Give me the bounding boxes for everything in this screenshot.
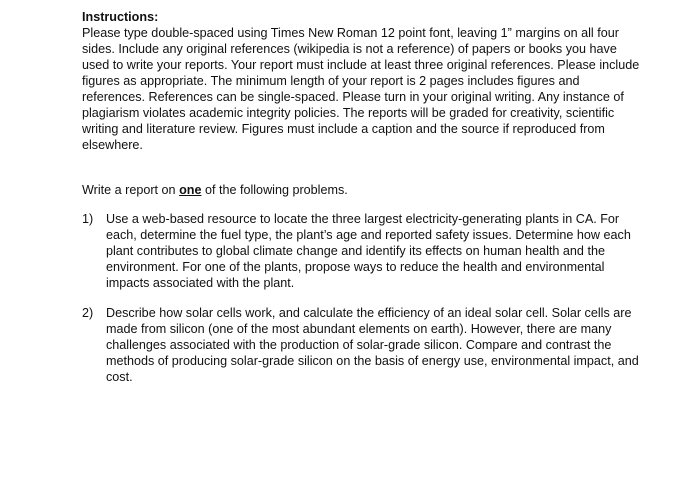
report-prompt <box>82 182 642 198</box>
prompt-emphasis: one <box>179 183 202 197</box>
prompt-text-before: Write a report on <box>82 183 180 197</box>
list-item <box>82 305 642 385</box>
instructions-paragraph: Please type double-spaced using Times New Roman 12 point font, leaving 1” margins on all four sides. Include any original references (wikipedia is not a reference) of papers or books you have used to write your reports. Your report must include at least three original references. Please include figures as appropriate. The minimum length of your report is 2 pages includes figures and references. References can be single-spaced. Please turn in your original writing. Any instance of plagiarism violates academic integrity policies. The reports will be graded for creativity, scientific writing and literature review. Figures must include a caption and the source if reproduced from elsewhere. <box>82 26 640 152</box>
problem-list <box>82 211 642 385</box>
instructions-heading: Instructions: <box>82 10 159 24</box>
problem-text: Describe how solar cells work, and calculate the efficiency of an ideal solar cell. Solar cells are made from silicon (one of the most abundant elements on earth). However, there are many challenges associated with the production of solar-grade silicon. Compare and contrast the methods of producing solar-grade silicon on the basis of energy use, environmental impact, and cost. <box>106 306 639 384</box>
problem-text: Use a web-based resource to locate the three largest electricity-generating plants in CA. For each, determine the fuel type, the plant’s age and reported safety issues. Determine how each plant contributes to global climate change and identify its effects on human health and the environment. For one of the plants, propose ways to reduce the health and environmental impacts associated with the plant. <box>106 212 631 290</box>
document-page <box>82 9 642 399</box>
problem-number: 2) <box>82 306 94 320</box>
prompt-text-after: of the following problems. <box>201 183 348 197</box>
list-item <box>82 211 642 291</box>
problem-number: 1) <box>82 212 94 226</box>
